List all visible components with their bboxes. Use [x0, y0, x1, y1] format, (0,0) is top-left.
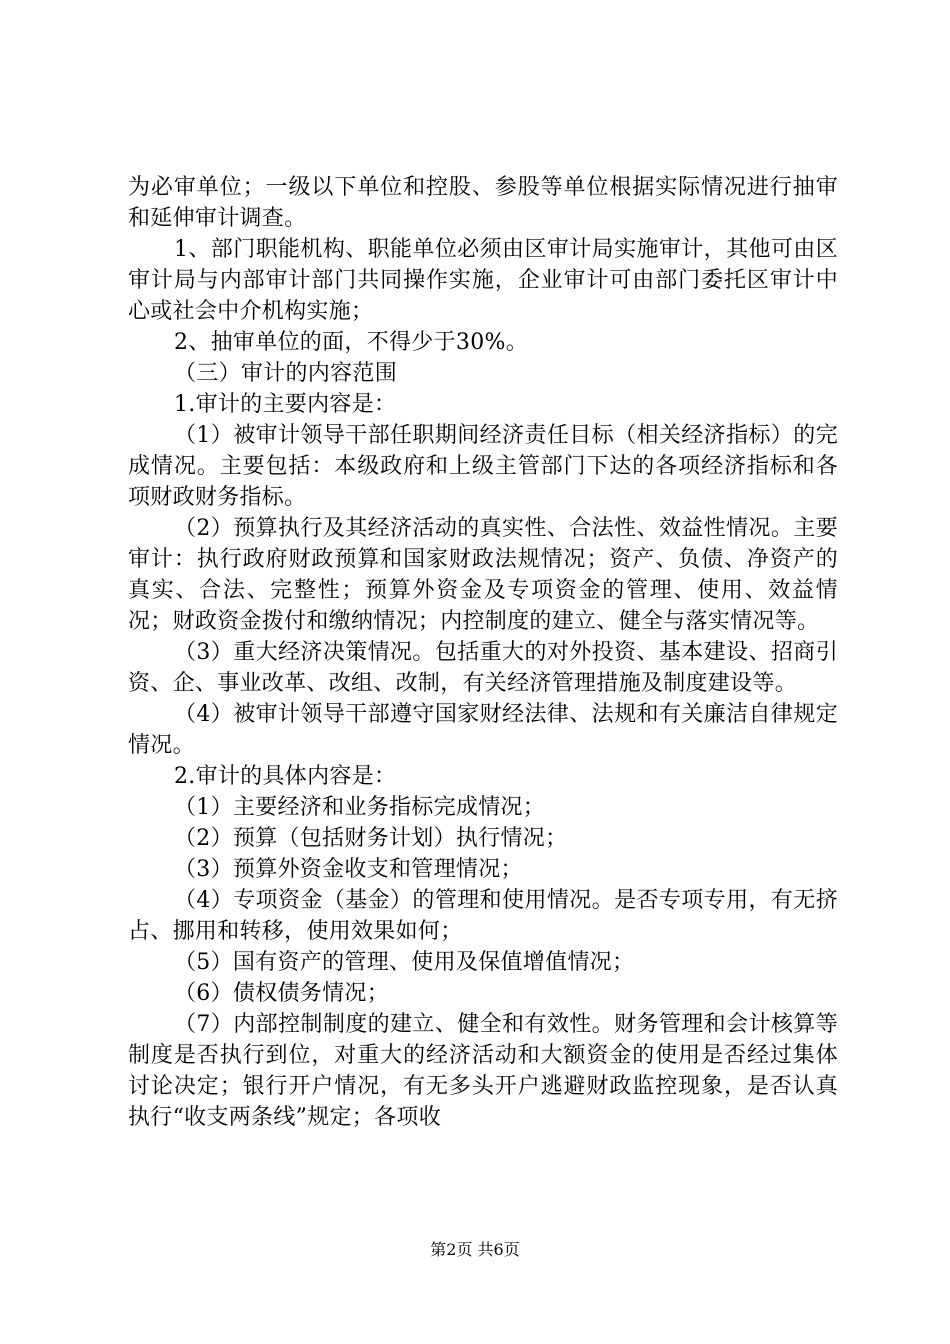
list-item-4: （4）专项资金（基金）的管理和使用情况。是否专项专用，有无挤占、挪用和转移，使用效果如何； — [128, 888, 838, 944]
list-item-7: （7）内部控制制度的建立、健全和有效性。财务管理和会计核算等制度是否执行到位，对重大的经济活动和大额资金的使用是否经过集体讨论决定；银行开户情况，有无多头开户逃避财政监控现象，是否认真执行“收支两条线”规定；各项收 — [128, 1012, 838, 1130]
list-item-3: （3）预算外资金收支和管理情况； — [174, 857, 523, 882]
document-body — [128, 172, 838, 1133]
paragraph-item-4: （4）被审计领导干部遵守国家财经法律、法规和有关廉洁自律规定情况。 — [128, 702, 838, 758]
list-item-1: （1）主要经济和业务指标完成情况； — [174, 795, 546, 820]
page-footer — [0, 1240, 950, 1260]
paragraph-item-3: （3）重大经济决策情况。包括重大的对外投资、基本建设、招商引资、企、事业改革、改组、改制，有关经济管理措施及制度建设等。 — [128, 640, 838, 696]
list-item-5: （5）国有资产的管理、使用及保值增值情况； — [174, 950, 635, 975]
section-heading-3: （三）审计的内容范围 — [174, 361, 398, 386]
paragraph-item-2: （2）预算执行及其经济活动的真实性、合法性、效益性情况。主要审计：执行政府财政预算和国家财政法规情况；资产、负债、净资产的真实、合法、完整性；预算外资金及专项资金的管理、使用、效益情况；财政资金拨付和缴纳情况；内控制度的建立、健全与落实情况等。 — [128, 516, 838, 634]
paragraph-2: 1、部门职能机构、职能单位必须由区审计局实施审计，其他可由区审计局与内部审计部门共同操作实施，企业审计可由部门委托区审计中心或社会中介机构实施； — [128, 237, 838, 324]
list-item-2: （2）预算（包括财务计划）执行情况； — [174, 826, 568, 851]
subheading-specific-content: 2.审计的具体内容是： — [174, 764, 397, 789]
paragraph-3: 2、抽审单位的面，不得少于30%。 — [174, 330, 528, 355]
paragraph-item-1: （1）被审计领导干部任职期间经济责任目标（相关经济指标）的完成情况。主要包括：本级政府和上级主管部门下达的各项经济指标和各项财政财务指标。 — [128, 423, 838, 510]
list-item-6: （6）债权债务情况； — [174, 981, 389, 1006]
subheading-main-content: 1.审计的主要内容是： — [174, 392, 397, 417]
paragraph-1: 为必审单位；一级以下单位和控股、参股等单位根据实际情况进行抽审和延伸审计调查。 — [128, 175, 838, 231]
page-number-label: 第2页 共6页 — [430, 1240, 520, 1259]
